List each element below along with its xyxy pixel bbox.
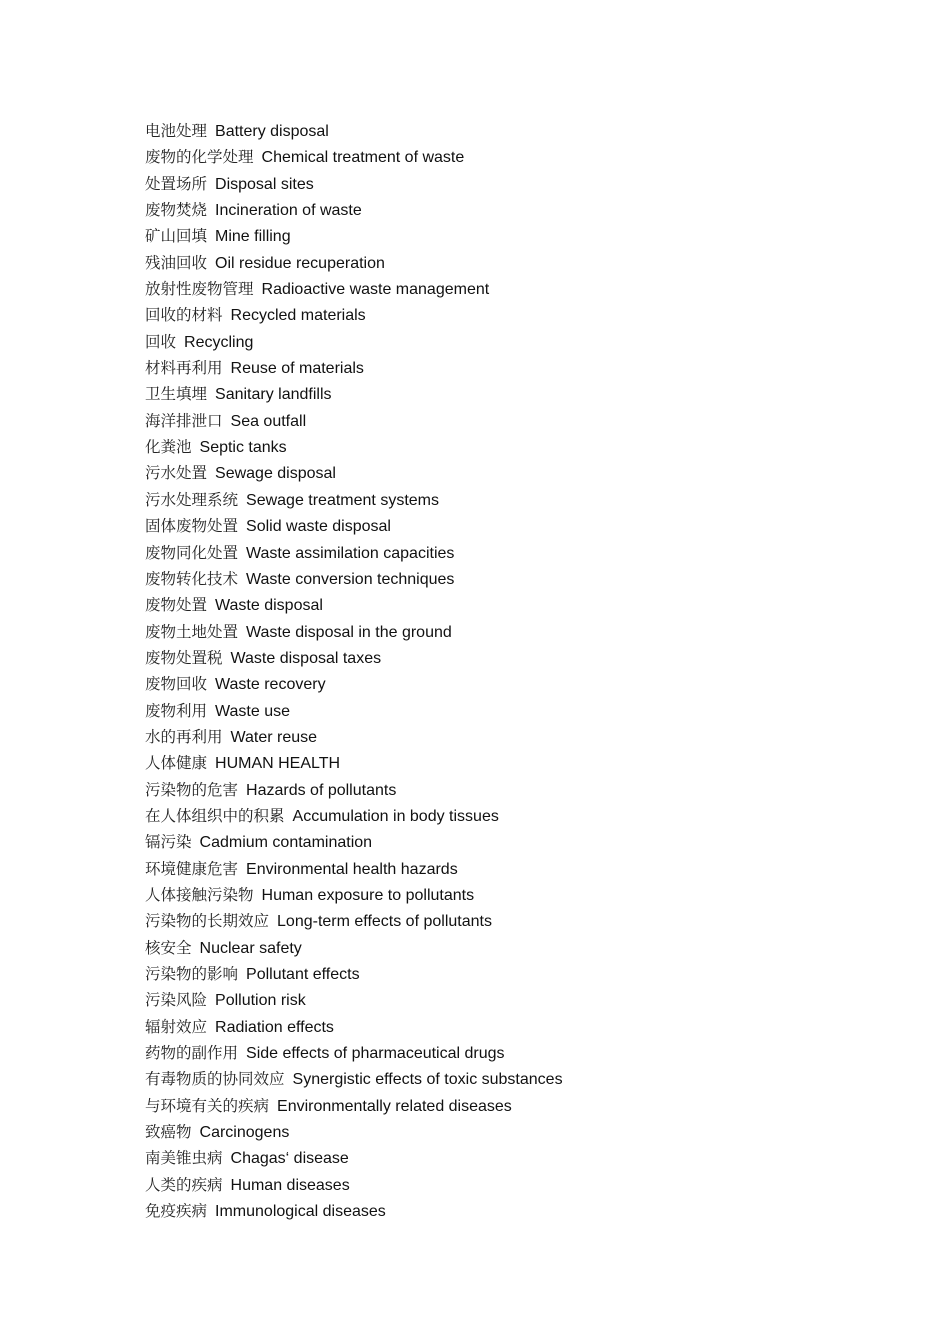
english-term: Mine filling bbox=[215, 228, 291, 246]
english-term: Solid waste disposal bbox=[246, 518, 391, 536]
glossary-entry bbox=[145, 829, 563, 855]
glossary-entry bbox=[145, 645, 563, 671]
chinese-term: 化粪池 bbox=[145, 438, 192, 457]
glossary-entry bbox=[145, 197, 563, 223]
english-term: Environmentally related diseases bbox=[277, 1097, 512, 1115]
glossary-entry bbox=[145, 1145, 563, 1171]
glossary-entry bbox=[145, 250, 563, 276]
chinese-term: 废物处置税 bbox=[145, 648, 223, 667]
glossary-entry bbox=[145, 223, 563, 249]
chinese-term: 废物焚烧 bbox=[145, 201, 208, 220]
glossary-entry bbox=[145, 908, 563, 934]
english-term: HUMAN HEALTH bbox=[215, 755, 341, 773]
english-term: Water reuse bbox=[230, 728, 318, 746]
chinese-term: 回收 bbox=[145, 332, 177, 351]
glossary-entry bbox=[145, 671, 563, 697]
english-term: Oil residue recuperation bbox=[215, 254, 385, 272]
english-term: Sewage disposal bbox=[215, 465, 336, 483]
english-term: Cadmium contamination bbox=[199, 834, 373, 852]
english-term: Pollutant effects bbox=[246, 966, 360, 983]
chinese-term: 人体健康 bbox=[145, 754, 208, 773]
chinese-term: 残油回收 bbox=[145, 253, 208, 272]
chinese-term: 废物土地处置 bbox=[145, 622, 239, 641]
chinese-term: 废物处置 bbox=[145, 596, 208, 615]
english-term: Waste disposal bbox=[215, 597, 323, 615]
chinese-term: 废物回收 bbox=[145, 675, 208, 694]
glossary-entry bbox=[145, 381, 563, 407]
chinese-term: 水的再利用 bbox=[145, 727, 223, 746]
glossary-entry bbox=[145, 1172, 563, 1198]
english-term: Radiation effects bbox=[215, 1018, 334, 1036]
chinese-term: 与环境有关的疾病 bbox=[145, 1096, 270, 1115]
english-term: Radioactive waste management bbox=[261, 281, 490, 299]
chinese-term: 废物的化学处理 bbox=[145, 148, 254, 167]
english-term: Environmental health hazards bbox=[246, 860, 458, 878]
chinese-term: 回收的材料 bbox=[145, 306, 223, 325]
english-term: Long-term effects of pollutants bbox=[277, 913, 492, 931]
english-term: Human exposure to pollutants bbox=[261, 886, 475, 904]
glossary-term-list bbox=[145, 118, 563, 1224]
english-term: Battery disposal bbox=[215, 123, 329, 140]
glossary-entry bbox=[145, 329, 563, 355]
glossary-entry bbox=[145, 434, 563, 460]
chinese-term: 核安全 bbox=[145, 938, 192, 957]
chinese-term: 免疫疾病 bbox=[145, 1202, 208, 1221]
chinese-term: 污水处置 bbox=[145, 464, 208, 483]
chinese-term: 废物转化技术 bbox=[145, 569, 239, 588]
glossary-entry bbox=[145, 566, 563, 592]
chinese-term: 有毒物质的协同效应 bbox=[145, 1070, 285, 1089]
english-term: Waste recovery bbox=[215, 676, 326, 694]
english-term: Recycling bbox=[184, 333, 254, 351]
english-term: Waste use bbox=[215, 702, 291, 720]
english-term: Chagas‘ disease bbox=[230, 1150, 349, 1168]
chinese-term: 人体接触污染物 bbox=[145, 885, 254, 904]
glossary-entry bbox=[145, 276, 563, 302]
chinese-term: 污染风险 bbox=[145, 991, 208, 1010]
glossary-entry bbox=[145, 935, 563, 961]
english-term: Sewage treatment systems bbox=[246, 491, 439, 509]
english-term: Recycled materials bbox=[230, 307, 366, 325]
glossary-entry bbox=[145, 355, 563, 381]
english-term: Sanitary landfills bbox=[215, 386, 332, 404]
english-term: Carcinogens bbox=[199, 1124, 290, 1142]
english-term: Accumulation in body tissues bbox=[292, 807, 499, 825]
glossary-entry bbox=[145, 987, 563, 1013]
glossary-entry bbox=[145, 460, 563, 486]
glossary-entry bbox=[145, 1198, 563, 1224]
chinese-term: 海洋排泄口 bbox=[145, 411, 223, 430]
glossary-entry bbox=[145, 803, 563, 829]
chinese-term: 矿山回填 bbox=[145, 227, 208, 246]
glossary-entry bbox=[145, 856, 563, 882]
english-term: Waste assimilation capacities bbox=[246, 544, 455, 562]
glossary-entry bbox=[145, 619, 563, 645]
glossary-entry bbox=[145, 1014, 563, 1040]
glossary-entry bbox=[145, 171, 563, 197]
english-term: Human diseases bbox=[230, 1176, 350, 1194]
chinese-term: 污染物的危害 bbox=[145, 780, 239, 799]
glossary-entry bbox=[145, 513, 563, 539]
chinese-term: 药物的副作用 bbox=[145, 1044, 239, 1063]
glossary-entry bbox=[145, 118, 563, 144]
glossary-entry bbox=[145, 724, 563, 750]
english-term: Disposal sites bbox=[215, 175, 314, 193]
english-term: Reuse of materials bbox=[230, 360, 364, 378]
glossary-entry bbox=[145, 1093, 563, 1119]
english-term: Hazards of pollutants bbox=[246, 781, 397, 799]
english-term: Chemical treatment of waste bbox=[261, 149, 465, 167]
english-term: Septic tanks bbox=[199, 439, 287, 457]
english-term: Synergistic effects of toxic substances bbox=[292, 1071, 563, 1089]
glossary-entry bbox=[145, 592, 563, 618]
chinese-term: 南美锥虫病 bbox=[145, 1149, 223, 1168]
glossary-entry bbox=[145, 408, 563, 434]
english-term: Incineration of waste bbox=[215, 202, 362, 220]
chinese-term: 处置场所 bbox=[145, 174, 208, 193]
glossary-entry bbox=[145, 750, 563, 776]
glossary-entry bbox=[145, 302, 563, 328]
chinese-term: 致癌物 bbox=[145, 1123, 192, 1142]
glossary-entry bbox=[145, 144, 563, 170]
glossary-entry bbox=[145, 1066, 563, 1092]
glossary-entry bbox=[145, 961, 563, 987]
glossary-entry bbox=[145, 882, 563, 908]
glossary-entry bbox=[145, 698, 563, 724]
chinese-term: 镉污染 bbox=[145, 833, 192, 852]
chinese-term: 废物同化处置 bbox=[145, 543, 239, 562]
chinese-term: 固体废物处置 bbox=[145, 517, 239, 536]
chinese-term: 放射性废物管理 bbox=[145, 280, 254, 299]
english-term: Nuclear safety bbox=[199, 939, 302, 957]
glossary-entry bbox=[145, 487, 563, 513]
chinese-term: 污水处理系统 bbox=[145, 490, 239, 509]
chinese-term: 污染物的影响 bbox=[145, 965, 239, 983]
chinese-term: 污染物的长期效应 bbox=[145, 912, 270, 931]
glossary-entry bbox=[145, 1040, 563, 1066]
english-term: Pollution risk bbox=[215, 992, 306, 1010]
english-term: Waste disposal taxes bbox=[230, 649, 382, 667]
chinese-term: 废物利用 bbox=[145, 701, 208, 720]
chinese-term: 卫生填埋 bbox=[145, 385, 208, 404]
glossary-entry bbox=[145, 1119, 563, 1145]
chinese-term: 人类的疾病 bbox=[145, 1175, 223, 1194]
chinese-term: 辐射效应 bbox=[145, 1017, 208, 1036]
english-term: Waste conversion techniques bbox=[246, 570, 455, 588]
chinese-term: 电池处理 bbox=[145, 122, 208, 140]
chinese-term: 环境健康危害 bbox=[145, 859, 239, 878]
glossary-entry bbox=[145, 540, 563, 566]
english-term: Side effects of pharmaceutical drugs bbox=[246, 1045, 505, 1063]
chinese-term: 材料再利用 bbox=[145, 359, 223, 378]
chinese-term: 在人体组织中的积累 bbox=[145, 806, 285, 825]
glossary-entry bbox=[145, 777, 563, 803]
english-term: Immunological diseases bbox=[215, 1203, 386, 1221]
english-term: Waste disposal in the ground bbox=[246, 623, 452, 641]
english-term: Sea outfall bbox=[230, 412, 307, 430]
